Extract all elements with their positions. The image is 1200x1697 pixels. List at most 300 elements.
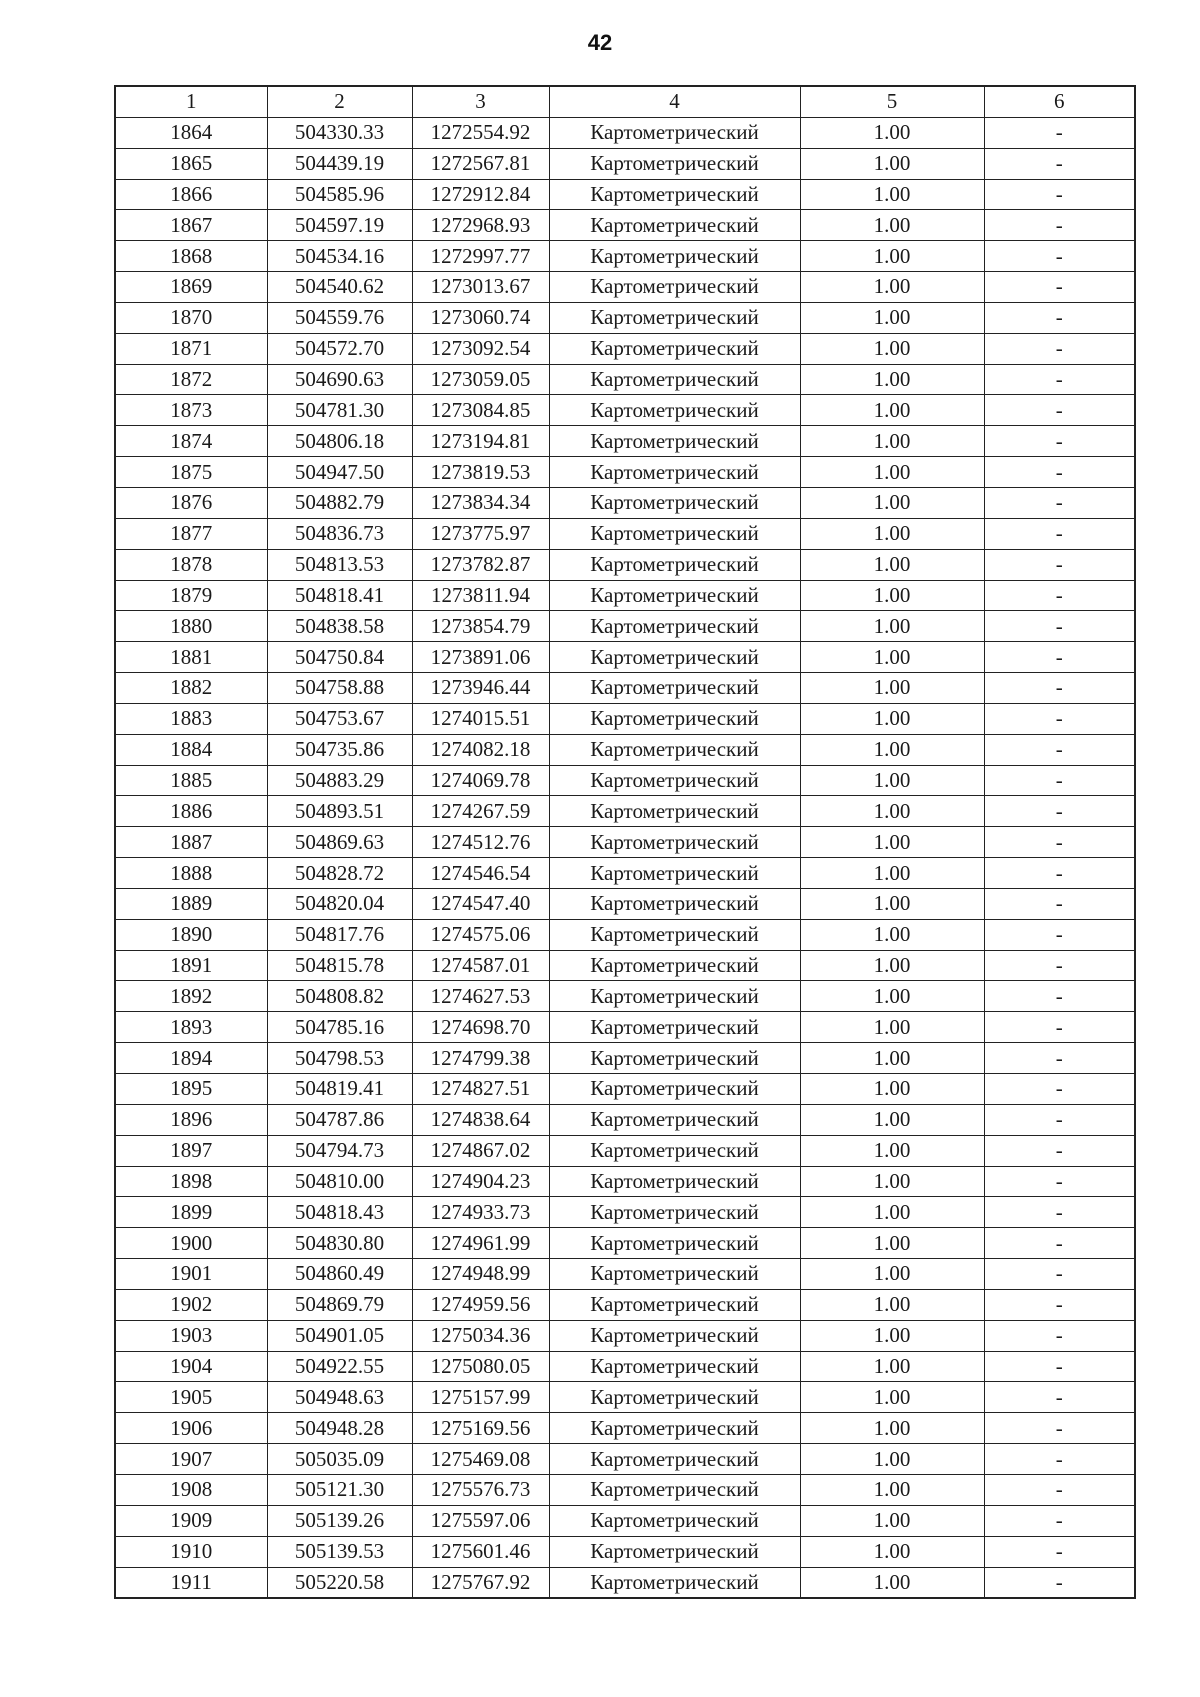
- x-coordinate-cell: 504838.58: [267, 611, 412, 642]
- table-row: [115, 487, 1135, 518]
- point-number-cell: 1894: [115, 1043, 267, 1074]
- method-cell: Картометрический: [549, 148, 800, 179]
- x-coordinate-cell: 505139.26: [267, 1505, 412, 1536]
- point-number-cell: 1876: [115, 487, 267, 518]
- method-cell: Картометрический: [549, 117, 800, 148]
- method-cell: Картометрический: [549, 395, 800, 426]
- method-cell: Картометрический: [549, 950, 800, 981]
- method-cell: Картометрический: [549, 734, 800, 765]
- y-coordinate-cell: 1274838.64: [412, 1104, 549, 1135]
- y-coordinate-cell: 1274547.40: [412, 888, 549, 919]
- table-row: [115, 888, 1135, 919]
- x-coordinate-cell: 504818.41: [267, 580, 412, 611]
- x-coordinate-cell: 504836.73: [267, 518, 412, 549]
- point-number-cell: 1874: [115, 426, 267, 457]
- y-coordinate-cell: 1274799.38: [412, 1043, 549, 1074]
- description-cell: -: [984, 272, 1135, 303]
- method-cell: Картометрический: [549, 1289, 800, 1320]
- description-cell: -: [984, 1166, 1135, 1197]
- accuracy-cell: 1.00: [800, 919, 984, 950]
- accuracy-cell: 1.00: [800, 796, 984, 827]
- point-number-cell: 1868: [115, 241, 267, 272]
- table-row: [115, 765, 1135, 796]
- table-row: [115, 272, 1135, 303]
- table-row: [115, 1567, 1135, 1598]
- accuracy-cell: 1.00: [800, 1074, 984, 1105]
- description-cell: -: [984, 580, 1135, 611]
- y-coordinate-cell: 1274575.06: [412, 919, 549, 950]
- accuracy-cell: 1.00: [800, 1289, 984, 1320]
- y-coordinate-cell: 1273834.34: [412, 487, 549, 518]
- accuracy-cell: 1.00: [800, 858, 984, 889]
- column-header-3: 3: [412, 86, 549, 117]
- method-cell: Картометрический: [549, 179, 800, 210]
- table-row: [115, 117, 1135, 148]
- accuracy-cell: 1.00: [800, 1043, 984, 1074]
- method-cell: Картометрический: [549, 549, 800, 580]
- accuracy-cell: 1.00: [800, 703, 984, 734]
- method-cell: Картометрический: [549, 1166, 800, 1197]
- column-header-2: 2: [267, 86, 412, 117]
- point-number-cell: 1882: [115, 673, 267, 704]
- method-cell: Картометрический: [549, 858, 800, 889]
- y-coordinate-cell: 1273092.54: [412, 333, 549, 364]
- description-cell: -: [984, 333, 1135, 364]
- x-coordinate-cell: 504817.76: [267, 919, 412, 950]
- description-cell: -: [984, 888, 1135, 919]
- method-cell: Картометрический: [549, 981, 800, 1012]
- x-coordinate-cell: 504808.82: [267, 981, 412, 1012]
- table-row: [115, 1259, 1135, 1290]
- table-row: [115, 703, 1135, 734]
- x-coordinate-cell: 504559.76: [267, 302, 412, 333]
- y-coordinate-cell: 1273891.06: [412, 642, 549, 673]
- description-cell: -: [984, 117, 1135, 148]
- accuracy-cell: 1.00: [800, 1536, 984, 1567]
- x-coordinate-cell: 504948.63: [267, 1382, 412, 1413]
- y-coordinate-cell: 1274933.73: [412, 1197, 549, 1228]
- table-row: [115, 241, 1135, 272]
- x-coordinate-cell: 504820.04: [267, 888, 412, 919]
- y-coordinate-cell: 1274587.01: [412, 950, 549, 981]
- point-number-cell: 1881: [115, 642, 267, 673]
- point-number-cell: 1872: [115, 364, 267, 395]
- x-coordinate-cell: 504585.96: [267, 179, 412, 210]
- description-cell: -: [984, 1074, 1135, 1105]
- table-row: [115, 395, 1135, 426]
- accuracy-cell: 1.00: [800, 1474, 984, 1505]
- point-number-cell: 1896: [115, 1104, 267, 1135]
- y-coordinate-cell: 1274827.51: [412, 1074, 549, 1105]
- y-coordinate-cell: 1274267.59: [412, 796, 549, 827]
- accuracy-cell: 1.00: [800, 1104, 984, 1135]
- y-coordinate-cell: 1275080.05: [412, 1351, 549, 1382]
- description-cell: -: [984, 1289, 1135, 1320]
- y-coordinate-cell: 1274698.70: [412, 1012, 549, 1043]
- x-coordinate-cell: 504753.67: [267, 703, 412, 734]
- method-cell: Картометрический: [549, 673, 800, 704]
- point-number-cell: 1883: [115, 703, 267, 734]
- y-coordinate-cell: 1275034.36: [412, 1320, 549, 1351]
- x-coordinate-cell: 504882.79: [267, 487, 412, 518]
- method-cell: Картометрический: [549, 1320, 800, 1351]
- accuracy-cell: 1.00: [800, 333, 984, 364]
- y-coordinate-cell: 1272554.92: [412, 117, 549, 148]
- table-row: [115, 1228, 1135, 1259]
- point-number-cell: 1889: [115, 888, 267, 919]
- point-number-cell: 1899: [115, 1197, 267, 1228]
- method-cell: Картометрический: [549, 1259, 800, 1290]
- method-cell: Картометрический: [549, 241, 800, 272]
- accuracy-cell: 1.00: [800, 1166, 984, 1197]
- point-number-cell: 1864: [115, 117, 267, 148]
- point-number-cell: 1907: [115, 1444, 267, 1475]
- accuracy-cell: 1.00: [800, 1413, 984, 1444]
- x-coordinate-cell: 504947.50: [267, 457, 412, 488]
- table-row: [115, 518, 1135, 549]
- method-cell: Картометрический: [549, 1505, 800, 1536]
- method-cell: Картометрический: [549, 703, 800, 734]
- accuracy-cell: 1.00: [800, 1259, 984, 1290]
- method-cell: Картометрический: [549, 796, 800, 827]
- description-cell: -: [984, 765, 1135, 796]
- y-coordinate-cell: 1275601.46: [412, 1536, 549, 1567]
- point-number-cell: 1890: [115, 919, 267, 950]
- method-cell: Картометрический: [549, 272, 800, 303]
- point-number-cell: 1875: [115, 457, 267, 488]
- table-row: [115, 426, 1135, 457]
- table-row: [115, 364, 1135, 395]
- accuracy-cell: 1.00: [800, 1382, 984, 1413]
- method-cell: Картометрический: [549, 1474, 800, 1505]
- x-coordinate-cell: 504330.33: [267, 117, 412, 148]
- y-coordinate-cell: 1275767.92: [412, 1567, 549, 1598]
- point-number-cell: 1891: [115, 950, 267, 981]
- y-coordinate-cell: 1274867.02: [412, 1135, 549, 1166]
- description-cell: -: [984, 1259, 1135, 1290]
- x-coordinate-cell: 504794.73: [267, 1135, 412, 1166]
- table-row: [115, 210, 1135, 241]
- y-coordinate-cell: 1272997.77: [412, 241, 549, 272]
- table-row: [115, 981, 1135, 1012]
- method-cell: Картометрический: [549, 642, 800, 673]
- accuracy-cell: 1.00: [800, 1135, 984, 1166]
- x-coordinate-cell: 504572.70: [267, 333, 412, 364]
- y-coordinate-cell: 1273819.53: [412, 457, 549, 488]
- table-row: [115, 1320, 1135, 1351]
- x-coordinate-cell: 504785.16: [267, 1012, 412, 1043]
- description-cell: -: [984, 179, 1135, 210]
- accuracy-cell: 1.00: [800, 765, 984, 796]
- accuracy-cell: 1.00: [800, 580, 984, 611]
- point-number-cell: 1895: [115, 1074, 267, 1105]
- point-number-cell: 1906: [115, 1413, 267, 1444]
- table-row: [115, 1474, 1135, 1505]
- description-cell: -: [984, 981, 1135, 1012]
- description-cell: -: [984, 241, 1135, 272]
- method-cell: Картометрический: [549, 1228, 800, 1259]
- x-coordinate-cell: 505139.53: [267, 1536, 412, 1567]
- page-number: 42: [587, 30, 613, 55]
- y-coordinate-cell: 1274512.76: [412, 827, 549, 858]
- description-cell: -: [984, 1197, 1135, 1228]
- column-header-4: 4: [549, 86, 800, 117]
- point-number-cell: 1908: [115, 1474, 267, 1505]
- y-coordinate-cell: 1274948.99: [412, 1259, 549, 1290]
- coordinates-table: [114, 85, 1136, 1599]
- description-cell: -: [984, 1135, 1135, 1166]
- accuracy-cell: 1.00: [800, 827, 984, 858]
- description-cell: -: [984, 611, 1135, 642]
- y-coordinate-cell: 1275576.73: [412, 1474, 549, 1505]
- point-number-cell: 1867: [115, 210, 267, 241]
- point-number-cell: 1885: [115, 765, 267, 796]
- table-row: [115, 179, 1135, 210]
- x-coordinate-cell: 504798.53: [267, 1043, 412, 1074]
- x-coordinate-cell: 504439.19: [267, 148, 412, 179]
- point-number-cell: 1911: [115, 1567, 267, 1598]
- accuracy-cell: 1.00: [800, 888, 984, 919]
- description-cell: -: [984, 395, 1135, 426]
- method-cell: Картометрический: [549, 333, 800, 364]
- x-coordinate-cell: 504597.19: [267, 210, 412, 241]
- accuracy-cell: 1.00: [800, 518, 984, 549]
- x-coordinate-cell: 504922.55: [267, 1351, 412, 1382]
- description-cell: -: [984, 1413, 1135, 1444]
- x-coordinate-cell: 504869.63: [267, 827, 412, 858]
- point-number-cell: 1905: [115, 1382, 267, 1413]
- point-number-cell: 1903: [115, 1320, 267, 1351]
- description-cell: -: [984, 1444, 1135, 1475]
- table-row: [115, 457, 1135, 488]
- y-coordinate-cell: 1273775.97: [412, 518, 549, 549]
- description-cell: -: [984, 673, 1135, 704]
- description-cell: -: [984, 1505, 1135, 1536]
- y-coordinate-cell: 1272567.81: [412, 148, 549, 179]
- table-row: [115, 1444, 1135, 1475]
- accuracy-cell: 1.00: [800, 1197, 984, 1228]
- description-cell: -: [984, 1320, 1135, 1351]
- table-row: [115, 673, 1135, 704]
- description-cell: -: [984, 1351, 1135, 1382]
- description-cell: -: [984, 919, 1135, 950]
- x-coordinate-cell: 504815.78: [267, 950, 412, 981]
- method-cell: Картометрический: [549, 1351, 800, 1382]
- accuracy-cell: 1.00: [800, 117, 984, 148]
- y-coordinate-cell: 1275157.99: [412, 1382, 549, 1413]
- table-row: [115, 858, 1135, 889]
- accuracy-cell: 1.00: [800, 210, 984, 241]
- table-row: [115, 827, 1135, 858]
- accuracy-cell: 1.00: [800, 981, 984, 1012]
- accuracy-cell: 1.00: [800, 1444, 984, 1475]
- description-cell: -: [984, 796, 1135, 827]
- y-coordinate-cell: 1274627.53: [412, 981, 549, 1012]
- table-row: [115, 1505, 1135, 1536]
- point-number-cell: 1893: [115, 1012, 267, 1043]
- x-coordinate-cell: 505220.58: [267, 1567, 412, 1598]
- x-coordinate-cell: 504810.00: [267, 1166, 412, 1197]
- method-cell: Картометрический: [549, 1536, 800, 1567]
- x-coordinate-cell: 504948.28: [267, 1413, 412, 1444]
- point-number-cell: 1886: [115, 796, 267, 827]
- method-cell: Картометрический: [549, 765, 800, 796]
- y-coordinate-cell: 1273013.67: [412, 272, 549, 303]
- x-coordinate-cell: 504735.86: [267, 734, 412, 765]
- table-row: [115, 549, 1135, 580]
- method-cell: Картометрический: [549, 611, 800, 642]
- point-number-cell: 1870: [115, 302, 267, 333]
- description-cell: -: [984, 1012, 1135, 1043]
- description-cell: -: [984, 487, 1135, 518]
- point-number-cell: 1873: [115, 395, 267, 426]
- y-coordinate-cell: 1273946.44: [412, 673, 549, 704]
- method-cell: Картометрический: [549, 487, 800, 518]
- table-row: [115, 796, 1135, 827]
- method-cell: Картометрический: [549, 364, 800, 395]
- accuracy-cell: 1.00: [800, 1351, 984, 1382]
- table-row: [115, 333, 1135, 364]
- column-header-6: 6: [984, 86, 1135, 117]
- description-cell: -: [984, 1536, 1135, 1567]
- method-cell: Картометрический: [549, 1104, 800, 1135]
- table-row: [115, 1074, 1135, 1105]
- column-header-1: 1: [115, 86, 267, 117]
- accuracy-cell: 1.00: [800, 302, 984, 333]
- description-cell: -: [984, 734, 1135, 765]
- method-cell: Картометрический: [549, 919, 800, 950]
- method-cell: Картометрический: [549, 518, 800, 549]
- x-coordinate-cell: 504758.88: [267, 673, 412, 704]
- x-coordinate-cell: 505035.09: [267, 1444, 412, 1475]
- method-cell: Картометрический: [549, 426, 800, 457]
- table-row: [115, 1104, 1135, 1135]
- accuracy-cell: 1.00: [800, 611, 984, 642]
- x-coordinate-cell: 504893.51: [267, 796, 412, 827]
- x-coordinate-cell: 504860.49: [267, 1259, 412, 1290]
- accuracy-cell: 1.00: [800, 950, 984, 981]
- table-body: [115, 117, 1135, 1598]
- x-coordinate-cell: 505121.30: [267, 1474, 412, 1505]
- table-row: [115, 611, 1135, 642]
- description-cell: -: [984, 549, 1135, 580]
- description-cell: -: [984, 457, 1135, 488]
- description-cell: -: [984, 703, 1135, 734]
- y-coordinate-cell: 1274546.54: [412, 858, 549, 889]
- description-cell: -: [984, 1474, 1135, 1505]
- table-row: [115, 148, 1135, 179]
- x-coordinate-cell: 504819.41: [267, 1074, 412, 1105]
- x-coordinate-cell: 504883.29: [267, 765, 412, 796]
- table-row: [115, 1012, 1135, 1043]
- x-coordinate-cell: 504869.79: [267, 1289, 412, 1320]
- accuracy-cell: 1.00: [800, 1505, 984, 1536]
- table-row: [115, 1135, 1135, 1166]
- point-number-cell: 1909: [115, 1505, 267, 1536]
- point-number-cell: 1901: [115, 1259, 267, 1290]
- y-coordinate-cell: 1273084.85: [412, 395, 549, 426]
- y-coordinate-cell: 1274015.51: [412, 703, 549, 734]
- point-number-cell: 1898: [115, 1166, 267, 1197]
- accuracy-cell: 1.00: [800, 364, 984, 395]
- description-cell: -: [984, 642, 1135, 673]
- accuracy-cell: 1.00: [800, 734, 984, 765]
- y-coordinate-cell: 1273782.87: [412, 549, 549, 580]
- point-number-cell: 1902: [115, 1289, 267, 1320]
- table-header: [115, 86, 1135, 117]
- description-cell: -: [984, 364, 1135, 395]
- description-cell: -: [984, 302, 1135, 333]
- method-cell: Картометрический: [549, 1444, 800, 1475]
- point-number-cell: 1880: [115, 611, 267, 642]
- description-cell: -: [984, 148, 1135, 179]
- description-cell: -: [984, 210, 1135, 241]
- point-number-cell: 1869: [115, 272, 267, 303]
- y-coordinate-cell: 1274959.56: [412, 1289, 549, 1320]
- y-coordinate-cell: 1273811.94: [412, 580, 549, 611]
- table-row: [115, 1166, 1135, 1197]
- description-cell: -: [984, 1228, 1135, 1259]
- point-number-cell: 1877: [115, 518, 267, 549]
- table-row: [115, 1382, 1135, 1413]
- description-cell: -: [984, 1043, 1135, 1074]
- x-coordinate-cell: 504781.30: [267, 395, 412, 426]
- description-cell: -: [984, 858, 1135, 889]
- y-coordinate-cell: 1273854.79: [412, 611, 549, 642]
- x-coordinate-cell: 504830.80: [267, 1228, 412, 1259]
- accuracy-cell: 1.00: [800, 395, 984, 426]
- method-cell: Картометрический: [549, 580, 800, 611]
- method-cell: Картометрический: [549, 827, 800, 858]
- point-number-cell: 1910: [115, 1536, 267, 1567]
- x-coordinate-cell: 504750.84: [267, 642, 412, 673]
- table-row: [115, 1289, 1135, 1320]
- table-row: [115, 734, 1135, 765]
- method-cell: Картометрический: [549, 1074, 800, 1105]
- method-cell: Картометрический: [549, 1567, 800, 1598]
- x-coordinate-cell: 504901.05: [267, 1320, 412, 1351]
- x-coordinate-cell: 504534.16: [267, 241, 412, 272]
- table-row: [115, 1043, 1135, 1074]
- description-cell: -: [984, 827, 1135, 858]
- point-number-cell: 1878: [115, 549, 267, 580]
- y-coordinate-cell: 1274069.78: [412, 765, 549, 796]
- table-row: [115, 1351, 1135, 1382]
- point-number-cell: 1897: [115, 1135, 267, 1166]
- accuracy-cell: 1.00: [800, 642, 984, 673]
- y-coordinate-cell: 1272912.84: [412, 179, 549, 210]
- method-cell: Картометрический: [549, 457, 800, 488]
- table-row: [115, 1536, 1135, 1567]
- table-row: [115, 302, 1135, 333]
- y-coordinate-cell: 1273060.74: [412, 302, 549, 333]
- accuracy-cell: 1.00: [800, 148, 984, 179]
- x-coordinate-cell: 504540.62: [267, 272, 412, 303]
- y-coordinate-cell: 1272968.93: [412, 210, 549, 241]
- point-number-cell: 1871: [115, 333, 267, 364]
- table-row: [115, 580, 1135, 611]
- description-cell: -: [984, 950, 1135, 981]
- point-number-cell: 1865: [115, 148, 267, 179]
- x-coordinate-cell: 504787.86: [267, 1104, 412, 1135]
- accuracy-cell: 1.00: [800, 272, 984, 303]
- description-cell: -: [984, 1382, 1135, 1413]
- description-cell: -: [984, 426, 1135, 457]
- point-number-cell: 1866: [115, 179, 267, 210]
- table-row: [115, 950, 1135, 981]
- description-cell: -: [984, 1567, 1135, 1598]
- point-number-cell: 1879: [115, 580, 267, 611]
